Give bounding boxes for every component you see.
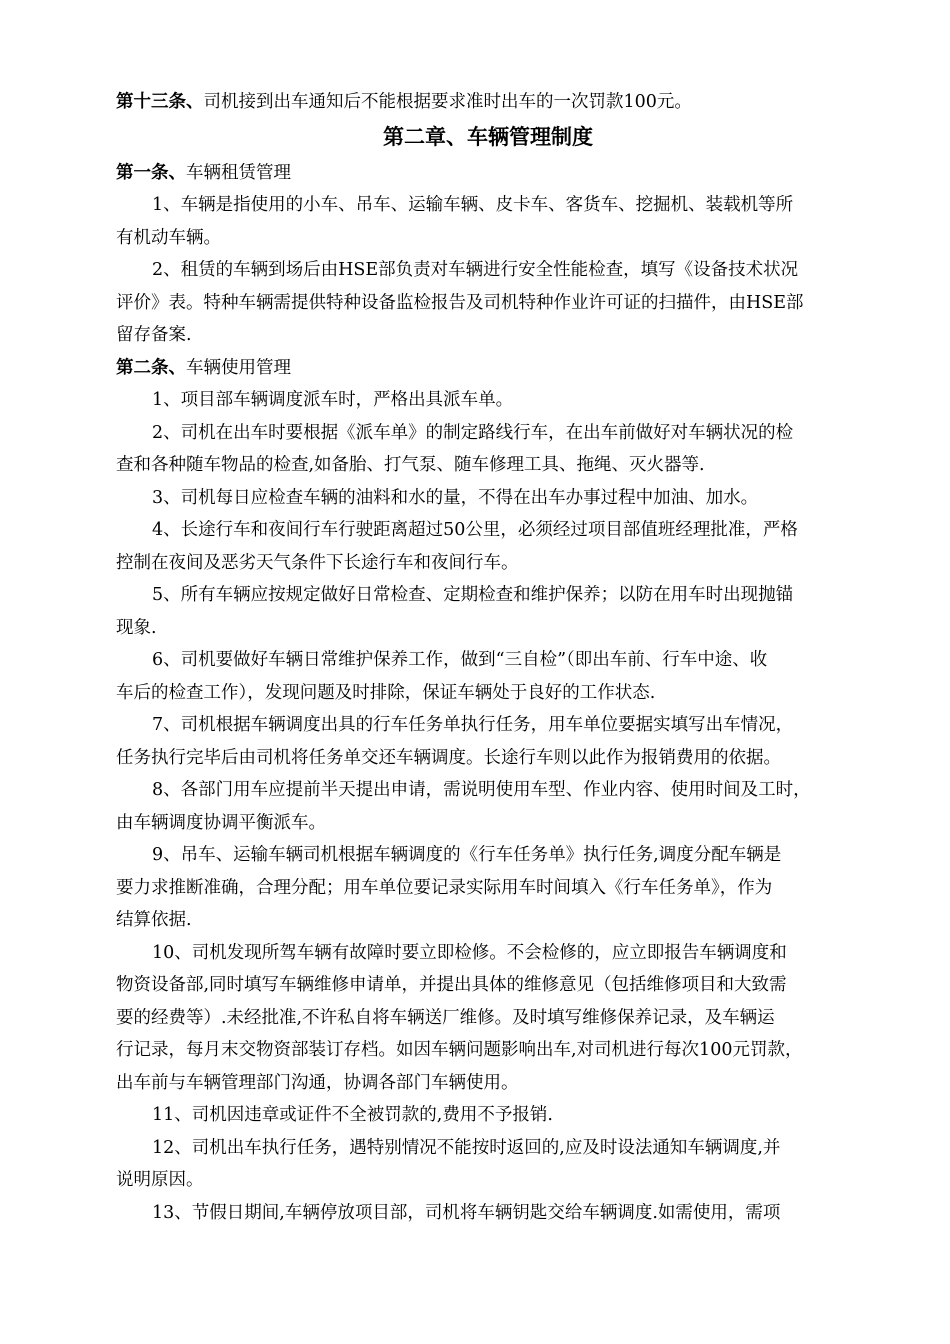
paragraph-line: 说明原因。 bbox=[116, 1170, 204, 1190]
article-text: 司机接到出车通知后不能根据要求准时出车的一次罚款100元。 bbox=[203, 92, 692, 112]
article-title: 车辆使用管理 bbox=[186, 357, 291, 378]
paragraph-line: 车后的检查工作），发现问题及时排除，保证车辆处于良好的工作状态. bbox=[116, 682, 656, 703]
paragraph-line: 8、各部门用车应提前半天提出申请，需说明使用车型、作业内容、使用时间及工时， bbox=[152, 780, 811, 800]
article-2-heading-line bbox=[116, 352, 860, 385]
article-heading: 第二条、 bbox=[116, 357, 186, 378]
article-13-line bbox=[116, 86, 860, 119]
paragraph-line: 行记录，每月末交物资部装订存档。如因车辆问题影响出车,对司机进行每次100元罚款， bbox=[116, 1040, 803, 1060]
paragraph bbox=[116, 189, 860, 254]
paragraph bbox=[116, 644, 860, 709]
paragraph-line: 由车辆调度协调平衡派车。 bbox=[116, 812, 326, 833]
paragraph bbox=[116, 254, 860, 352]
paragraph-line: 2、租赁的车辆到场后由HSE部负责对车辆进行安全性能检查，填写《设备技术状况 bbox=[152, 260, 799, 280]
article-title: 车辆租赁管理 bbox=[186, 162, 291, 183]
paragraph-line: 7、司机根据车辆调度出具的行车任务单执行任务，用车单位要据实填写出车情况， bbox=[152, 715, 794, 735]
paragraph-line: 出车前与车辆管理部门沟通，协调各部门车辆使用。 bbox=[116, 1072, 519, 1093]
paragraph-line: 评价》表。特种车辆需提供特种设备监检报告及司机特种作业许可证的扫描件，由HSE部 bbox=[116, 292, 804, 313]
paragraph-line: 现象. bbox=[116, 617, 157, 638]
paragraph-line: 1、车辆是指使用的小车、吊车、运输车辆、皮卡车、客货车、挖掘机、装载机等所 bbox=[152, 195, 794, 215]
paragraph-line: 6、司机要做好车辆日常维护保养工作，做到“三自检”（即出车前、行车中途、收 bbox=[152, 650, 768, 670]
paragraph bbox=[116, 1132, 860, 1197]
paragraph-line: 4、长途行车和夜间行车行驶距离超过50公里，必须经过项目部值班经理批准，严格 bbox=[152, 520, 798, 540]
article-1-heading-line bbox=[116, 157, 860, 190]
paragraph-line: 2、司机在出车时要根据《派车单》的制定路线行车，在出车前做好对车辆状况的检 bbox=[152, 422, 794, 443]
article-2-paragraphs bbox=[116, 384, 860, 1229]
paragraph-line: 12、司机出车执行任务，遇特别情况不能按时返回的,应及时设法通知车辆调度,并 bbox=[152, 1137, 781, 1158]
paragraph-line: 查和各种随车物品的检查,如备胎、打气泵、随车修理工具、拖绳、灭火器等. bbox=[116, 455, 705, 475]
paragraph bbox=[116, 417, 860, 482]
paragraph-line: 5、所有车辆应按规定做好日常检查、定期检查和维护保养；以防在用车时出现抛锚 bbox=[152, 585, 794, 605]
paragraph-line: 控制在夜间及恶劣天气条件下长途行车和夜间行车。 bbox=[116, 552, 519, 573]
article-1-paragraphs bbox=[116, 189, 860, 352]
paragraph-line: 物资设备部,同时填写车辆维修申请单，并提出具体的维修意见（包括维修项目和大致需 bbox=[116, 975, 787, 995]
paragraph bbox=[116, 384, 860, 417]
paragraph-line: 有机动车辆。 bbox=[116, 227, 221, 248]
chapter-title: 第二章、车辆管理制度 bbox=[383, 124, 593, 149]
paragraph bbox=[116, 482, 860, 515]
document-body bbox=[116, 86, 860, 1229]
paragraph-line: 结算依据. bbox=[116, 910, 192, 930]
paragraph bbox=[116, 579, 860, 644]
paragraph-line: 3、司机每日应检查车辆的油料和水的量，不得在出车办事过程中加油、加水。 bbox=[152, 487, 759, 508]
article-heading: 第一条、 bbox=[116, 162, 186, 183]
paragraph-line: 任务执行完毕后由司机将任务单交还车辆调度。长途行车则以此作为报销费用的依据。 bbox=[116, 747, 781, 768]
paragraph bbox=[116, 774, 860, 839]
paragraph-line: 10、司机发现所驾车辆有故障时要立即检修。不会检修的，应立即报告车辆调度和 bbox=[152, 942, 787, 963]
paragraph-line: 留存备案. bbox=[116, 325, 192, 345]
paragraph bbox=[116, 709, 860, 774]
paragraph-line: 9、吊车、运输车辆司机根据车辆调度的《行车任务单》执行任务,调度分配车辆是 bbox=[152, 845, 782, 865]
paragraph bbox=[116, 937, 860, 1100]
paragraph bbox=[116, 1197, 860, 1230]
article-heading: 第十三条、 bbox=[116, 92, 204, 112]
paragraph bbox=[116, 839, 860, 937]
paragraph-line: 13、节假日期间,车辆停放项目部，司机将车辆钥匙交给车辆调度.如需使用，需项 bbox=[152, 1202, 781, 1223]
paragraph-line: 要的经费等）.未经批准,不许私自将车辆送厂维修。及时填写维修保养记录，及车辆运 bbox=[116, 1007, 775, 1028]
paragraph-line: 11、司机因违章或证件不全被罚款的,费用不予报销. bbox=[152, 1105, 553, 1125]
paragraph-line: 要力求推断准确，合理分配；用车单位要记录实际用车时间填入《行车任务单》，作为 bbox=[116, 877, 773, 898]
paragraph-line: 1、项目部车辆调度派车时，严格出具派车单。 bbox=[152, 390, 514, 410]
paragraph bbox=[116, 1099, 860, 1132]
paragraph bbox=[116, 514, 860, 579]
